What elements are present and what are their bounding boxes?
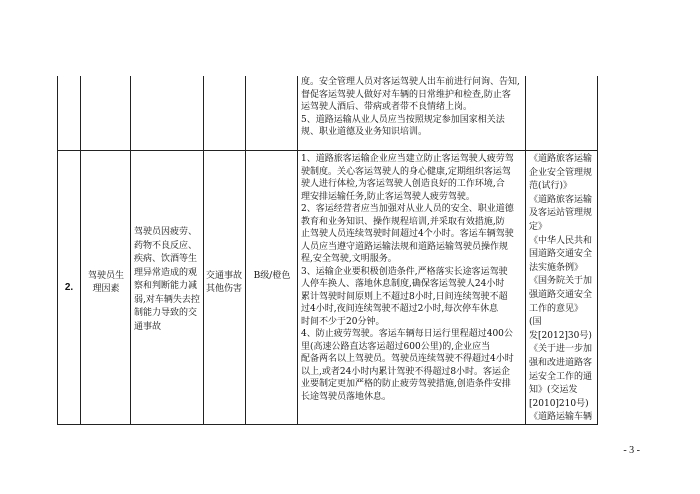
measure-line: 2、客运经营者应当加强对从业人员的安全、职业道德	[301, 204, 514, 214]
reference-line: 国道路交通安全	[529, 249, 593, 260]
risk-level: B级/橙色	[253, 271, 291, 281]
measure-line: 程,安全驾驶,文明服务。	[301, 254, 397, 264]
reference-line: 工作的意见》(国	[529, 303, 584, 328]
measure-line: 人停车换人、落地休息制度,确保客运驾驶人24小时	[301, 279, 505, 289]
measure-line: 督促客运驾驶人做好对车辆的日常维护和检查,防止客	[301, 89, 511, 100]
control-measures	[301, 153, 522, 403]
measure-line: 累计驾驶时间原则上不超过8小时,日间连续驾驶不超	[301, 291, 508, 302]
measure-line: 运驾驶人酒后、带病或者带不良情绪上岗。	[301, 102, 473, 112]
reference-line: 范(试行)》	[529, 181, 573, 192]
reference-line: 定》	[529, 221, 548, 232]
table-border-right	[597, 76, 598, 425]
measure-line: 业要制定更加严格的防止疲劳驾驶措施,创造条件安排	[301, 379, 511, 389]
measure-line: 时间不少于20分钟。	[301, 316, 385, 327]
measure-line: 1、道路旅客运输企业应当建立防止客运驾驶人疲劳驾	[301, 154, 514, 164]
row-divider	[57, 150, 598, 151]
accident-type: 交通事故其他伤害	[205, 271, 242, 294]
measure-line: 教育和业务知识、操作规程培训,并采取有效措施,防	[301, 216, 505, 227]
reference-line: 《道路旅客运输	[529, 194, 593, 205]
measure-line: 理安排运输任务,防止客运驾驶人疲劳驾驶。	[301, 191, 475, 202]
table-column-divider	[245, 76, 246, 425]
reference-line: 企业安全管理规	[529, 167, 593, 178]
measure-line: 规、职业道德及业务知识培训。	[301, 127, 428, 137]
table-border-left	[57, 76, 58, 425]
measure-line: 5、道路运输从业人员应当按照规定参加国家相关法	[301, 114, 505, 125]
table-column-divider	[297, 76, 298, 425]
table-column-divider	[203, 76, 204, 425]
measure-line: 4、防止疲劳驾驶。客运车辆每日运行里程超过400公	[301, 329, 513, 339]
page-number: - 3 -	[623, 445, 640, 456]
measure-line: 里(高速公路直达客运超过600公里)的,企业应当	[301, 341, 491, 352]
reference-line: 《关于进一步加	[529, 344, 593, 355]
measure-line: 配备两名以上驾驶员。驾驶员连续驾驶不得超过4小时	[301, 354, 514, 364]
reference-line: [2010]210号)	[529, 398, 589, 409]
measure-line: 度。安全管理人员对客运驾驶人出车前进行问询、告知,	[301, 77, 520, 87]
reference-line: 《中华人民共和	[529, 235, 593, 246]
legal-references	[529, 153, 595, 425]
hazard-factor: 驾驶员生理因素	[87, 271, 124, 294]
table-column-divider	[525, 76, 526, 425]
reference-line: 《道路运输车辆	[529, 412, 593, 423]
reference-line: 《国务院关于加	[529, 276, 593, 287]
top-row-measures	[301, 76, 522, 139]
reference-line: 及客运站管理规	[529, 208, 593, 219]
reference-line: 知》(交运发	[529, 385, 578, 396]
measure-line: 驶制度。关心客运驾驶人的身心健康,定期组织客运驾	[301, 166, 511, 177]
reference-line: 法实施条例》	[529, 262, 584, 273]
measure-line: 驶人进行体检,为客运驾驶人创造良好的工作环境,合	[301, 179, 505, 189]
table-border-bottom	[57, 424, 598, 425]
measure-line: 止驾驶人员连续驾驶时间超过4个小时。客运车辆驾驶	[301, 229, 514, 239]
row-index: 2.	[64, 282, 74, 293]
table-column-divider	[80, 76, 81, 425]
reference-line: 《道路旅客运输	[529, 154, 593, 164]
measure-line: 以上,或者24小时内累计驾驶不得超过8小时。客运企	[301, 366, 511, 377]
table-column-divider	[130, 76, 131, 425]
reference-line: 强和改进道路客	[529, 357, 593, 368]
reference-line: 运安全工作的通	[529, 371, 593, 382]
measure-line: 长途驾驶员落地休息。	[301, 391, 392, 402]
measure-line: 过4小时,夜间连续驾驶不超过2小时,每次停车休息	[301, 304, 499, 314]
measure-line: 人员应当遵守道路运输法规和道路运输驾驶员操作规	[301, 241, 509, 252]
hazard-description: 驾驶员因疲劳、药物不良反应、疾病、饮酒等生理异常造成的观察和判断能力减弱,对车辆失去控制能力导致的交通事故	[134, 227, 200, 332]
measure-line: 3、运输企业要积极创造条件,严格落实长途客运驾驶	[301, 266, 508, 277]
reference-line: 发[2012]30号)	[529, 330, 592, 341]
reference-line: 强道路交通安全	[529, 289, 593, 300]
